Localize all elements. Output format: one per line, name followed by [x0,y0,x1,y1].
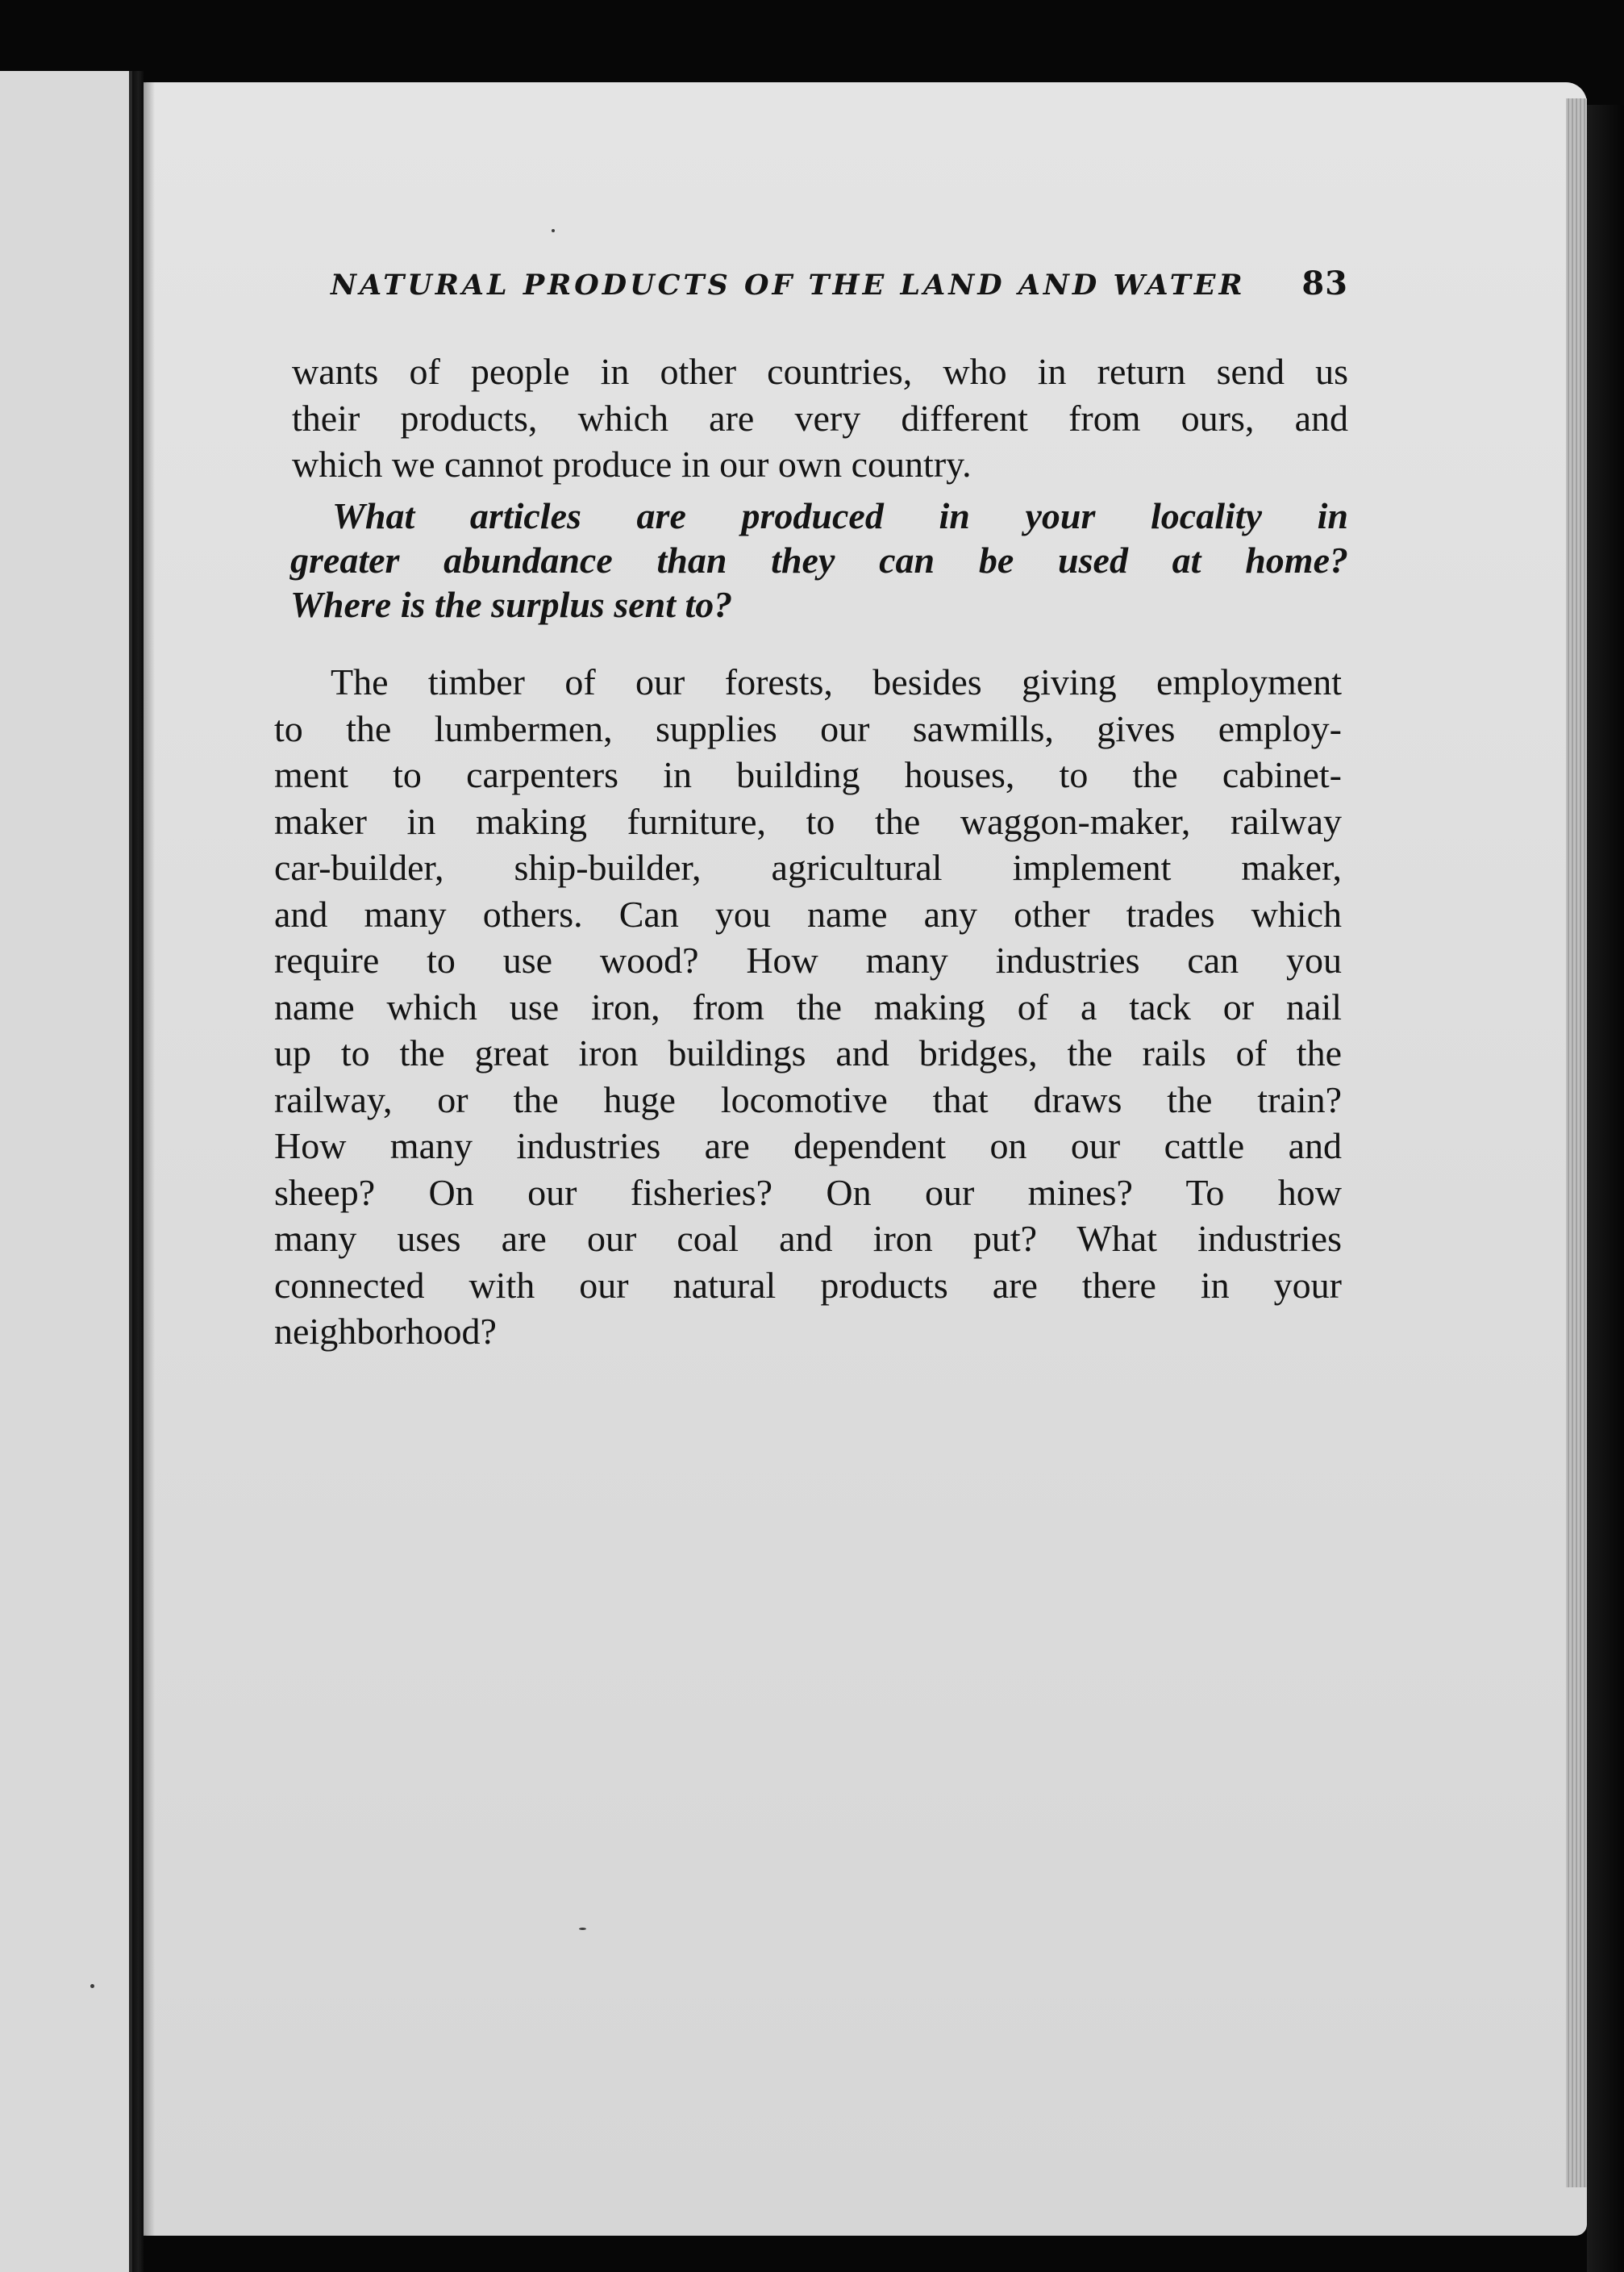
text-line: and many others. Can you name any other trades which [274,893,1342,935]
scan-background-right [1587,105,1624,2272]
study-question [290,494,1348,627]
text-line: The timber of our forests, besides giving employment [331,661,1342,702]
text-line: neighborhood? [274,1311,497,1352]
text-line: to the lumbermen, supplies our sawmills, gives employ- [274,707,1342,749]
text-line: require to use wood? How many industries can you [274,940,1342,981]
text-line: maker in making furniture, to the waggon-maker, railway [274,800,1342,842]
text-line: up to the great iron buildings and bridges, the rails of the [274,1032,1342,1073]
text-line: car-builder, ship-builder, agricultural implement maker, [274,847,1342,888]
question-line: greater abundance than they can be used at home? [290,540,1348,581]
text-line: many uses are our coal and iron put? What industries [274,1218,1342,1259]
page-gutter-shadow [144,82,155,2236]
book-gutter [132,71,144,2272]
paragraph-timber [274,659,1342,1355]
text-line: How many industries are dependent on our cattle and [274,1125,1342,1166]
page-number: 83 [1301,265,1348,302]
text-line: which we cannot produce in our own country. [292,444,972,485]
running-header [331,265,1348,302]
text-line: sheep? On our fisheries? On our mines? To how [274,1171,1342,1213]
dust-speck [552,229,555,232]
question-line: Where is the surplus sent to? [290,584,733,625]
dust-speck [90,1984,94,1988]
paragraph-continued [292,348,1348,488]
text-line: connected with our natural products are there in your [274,1264,1342,1306]
text-line: wants of people in other countries, who in return send us [292,351,1348,392]
question-line: What articles are produced in your locality in [332,495,1348,536]
text-line: their products, which are very different from ours, and [292,397,1348,439]
text-line: railway, or the huge locomotive that draws the train? [274,1078,1342,1120]
running-head-title: NATURAL PRODUCTS OF THE LAND AND WATER [331,269,1246,302]
text-line: name which use iron, from the making of a tack or nail [274,986,1342,1028]
dust-speck [579,1928,586,1930]
text-line: ment to carpenters in building houses, to the cabinet- [274,754,1342,795]
facing-page-edge [0,71,132,2272]
page-stack-edge [1566,98,1587,2187]
